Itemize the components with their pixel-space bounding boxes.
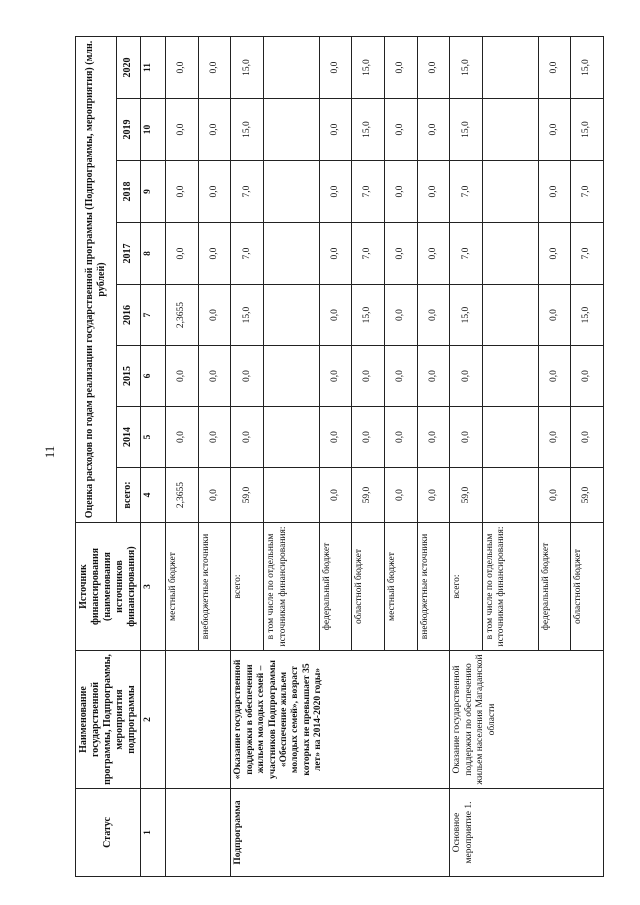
value-cell: 0,0: [417, 346, 450, 407]
source-cell: внебюджетные источники: [417, 523, 450, 651]
column-index: 9: [141, 161, 166, 223]
source-cell: федеральный бюджет: [538, 523, 571, 651]
value-cell: 0,0: [384, 407, 417, 468]
value-cell: 15,0: [450, 99, 483, 161]
value-cell: 0,0: [384, 285, 417, 346]
value-cell-empty: [264, 99, 319, 161]
column-index: 5: [141, 407, 166, 468]
source-cell: областной бюджет: [571, 523, 604, 651]
header-row-1: [76, 37, 117, 877]
value-cell: 0,0: [571, 407, 604, 468]
value-cell: 59,0: [352, 468, 385, 523]
column-index-row: [141, 37, 166, 877]
value-cell: 0,0: [166, 99, 199, 161]
column-index: 4: [141, 468, 166, 523]
value-cell: 0,0: [352, 407, 385, 468]
value-cell: 0,0: [538, 468, 571, 523]
value-cell: 0,0: [319, 468, 352, 523]
header-year: 2018: [116, 161, 140, 223]
value-cell: 0,0: [231, 407, 264, 468]
value-cell: 0,0: [319, 99, 352, 161]
header-year: 2014: [116, 407, 140, 468]
value-cell-empty: [483, 99, 538, 161]
value-cell: 0,0: [538, 99, 571, 161]
value-cell: 0,0: [384, 37, 417, 99]
source-cell: федеральный бюджет: [319, 523, 352, 651]
value-cell: 7,0: [450, 161, 483, 223]
rotated-table-container: [75, 37, 592, 877]
header-name: Наименование государственной программы, Подпрограммы, мероприятия подпрограммы: [76, 651, 141, 789]
value-cell: 0,0: [417, 161, 450, 223]
column-index: 2: [141, 651, 166, 789]
value-cell: 7,0: [352, 161, 385, 223]
value-cell: 7,0: [450, 223, 483, 285]
source-cell: в том числе по отдельным источникам финансирования:: [264, 523, 319, 651]
value-cell: 0,0: [450, 407, 483, 468]
source-cell: областной бюджет: [352, 523, 385, 651]
value-cell: 15,0: [231, 285, 264, 346]
value-cell-empty: [264, 161, 319, 223]
header-year: 2020: [116, 37, 140, 99]
value-cell: 15,0: [231, 99, 264, 161]
header-source: Источник финансирования (наименования источников финансирования): [76, 523, 141, 651]
value-cell: 7,0: [571, 223, 604, 285]
value-cell: 0,0: [319, 223, 352, 285]
value-cell: 0,0: [417, 223, 450, 285]
value-cell: 0,0: [384, 99, 417, 161]
value-cell: 0,0: [198, 346, 231, 407]
column-index: 10: [141, 99, 166, 161]
value-cell: 0,0: [417, 468, 450, 523]
main-event-status: Основное мероприятие 1.: [450, 789, 604, 877]
value-cell: 0,0: [538, 223, 571, 285]
source-cell: в том числе по отдельным источникам финансирования:: [483, 523, 538, 651]
value-cell: 0,0: [538, 346, 571, 407]
value-cell: 0,0: [450, 346, 483, 407]
name-cell-empty: [166, 651, 231, 789]
value-cell: 0,0: [319, 346, 352, 407]
source-cell: всего:: [450, 523, 483, 651]
value-cell: 0,0: [417, 37, 450, 99]
value-cell: 15,0: [231, 37, 264, 99]
value-cell-empty: [264, 285, 319, 346]
value-cell-empty: [264, 468, 319, 523]
value-cell-empty: [483, 223, 538, 285]
column-index: 7: [141, 285, 166, 346]
status-cell-empty: [166, 789, 231, 877]
source-cell: местный бюджет: [166, 523, 199, 651]
value-cell: 0,0: [166, 407, 199, 468]
source-cell: всего:: [231, 523, 264, 651]
value-cell: 0,0: [166, 346, 199, 407]
value-cell: 15,0: [571, 99, 604, 161]
value-cell: 0,0: [384, 223, 417, 285]
value-cell: 7,0: [571, 161, 604, 223]
value-cell-empty: [264, 223, 319, 285]
value-cell: 0,0: [198, 37, 231, 99]
budget-table: [75, 36, 604, 877]
value-cell: 7,0: [231, 223, 264, 285]
value-cell: 15,0: [352, 99, 385, 161]
subprogram-status: Подпрограмма: [231, 789, 450, 877]
source-cell: местный бюджет: [384, 523, 417, 651]
value-cell: 59,0: [231, 468, 264, 523]
value-cell: 7,0: [352, 223, 385, 285]
value-cell: 0,0: [384, 346, 417, 407]
value-cell: 0,0: [417, 407, 450, 468]
value-cell: 0,0: [417, 285, 450, 346]
subprogram-name: «Оказание государственной поддержки в обеспечении жильем молодых семей – участников Подпрограммы «Обеспечение жильем молодых семей», возраст которых не превышает 35 лет» на 2014-2020 годы»: [231, 651, 450, 789]
value-cell-empty: [483, 407, 538, 468]
header-total: всего:: [116, 468, 140, 523]
value-cell: 0,0: [538, 161, 571, 223]
value-cell: 15,0: [571, 285, 604, 346]
value-cell: 0,0: [352, 346, 385, 407]
value-cell: 0,0: [198, 99, 231, 161]
value-cell: 0,0: [166, 37, 199, 99]
value-cell: 0,0: [198, 223, 231, 285]
value-cell: 2,3655: [166, 285, 199, 346]
value-cell: 0,0: [319, 161, 352, 223]
value-cell-empty: [483, 346, 538, 407]
header-year: 2019: [116, 99, 140, 161]
header-year: 2017: [116, 223, 140, 285]
value-cell-empty: [483, 37, 538, 99]
value-cell: 15,0: [352, 37, 385, 99]
source-cell: внебюджетные источники: [198, 523, 231, 651]
value-cell: 0,0: [319, 285, 352, 346]
table-row: [231, 37, 264, 877]
value-cell: 0,0: [384, 161, 417, 223]
column-index: 8: [141, 223, 166, 285]
header-estimate: Оценка расходов по годам реализации государственной программы (Подпрограммы, мероприятия) (млн. рублей): [76, 37, 117, 523]
value-cell: 0,0: [538, 407, 571, 468]
page-number: 11: [42, 445, 57, 459]
value-cell: 2,3655: [166, 468, 199, 523]
value-cell: 0,0: [319, 407, 352, 468]
value-cell: 0,0: [417, 99, 450, 161]
value-cell-empty: [264, 346, 319, 407]
value-cell: 15,0: [571, 37, 604, 99]
value-cell: 0,0: [319, 37, 352, 99]
value-cell: 0,0: [384, 468, 417, 523]
value-cell: 15,0: [352, 285, 385, 346]
header-status: Статус: [76, 789, 141, 877]
table-wrapper: [75, 37, 592, 877]
value-cell: 59,0: [450, 468, 483, 523]
main-event-name: Оказание государственной поддержки по обеспечению жильем населения Магаданской области: [450, 651, 604, 789]
value-cell: 0,0: [538, 285, 571, 346]
value-cell: 0,0: [198, 407, 231, 468]
value-cell-empty: [264, 37, 319, 99]
value-cell: 15,0: [450, 37, 483, 99]
value-cell-empty: [483, 285, 538, 346]
table-row: [450, 37, 483, 877]
column-index: 3: [141, 523, 166, 651]
column-index: 6: [141, 346, 166, 407]
value-cell: 59,0: [571, 468, 604, 523]
value-cell: 0,0: [166, 223, 199, 285]
value-cell: 15,0: [450, 285, 483, 346]
value-cell-empty: [483, 161, 538, 223]
column-index: 11: [141, 37, 166, 99]
header-year: 2016: [116, 285, 140, 346]
value-cell-empty: [264, 407, 319, 468]
value-cell: 0,0: [198, 468, 231, 523]
column-index: 1: [141, 789, 166, 877]
value-cell: 0,0: [538, 37, 571, 99]
value-cell: 0,0: [198, 161, 231, 223]
table-row: [166, 37, 199, 877]
header-year: 2015: [116, 346, 140, 407]
value-cell: 0,0: [571, 346, 604, 407]
value-cell: 0,0: [198, 285, 231, 346]
value-cell-empty: [483, 468, 538, 523]
value-cell: 7,0: [231, 161, 264, 223]
value-cell: 0,0: [166, 161, 199, 223]
value-cell: 0,0: [231, 346, 264, 407]
